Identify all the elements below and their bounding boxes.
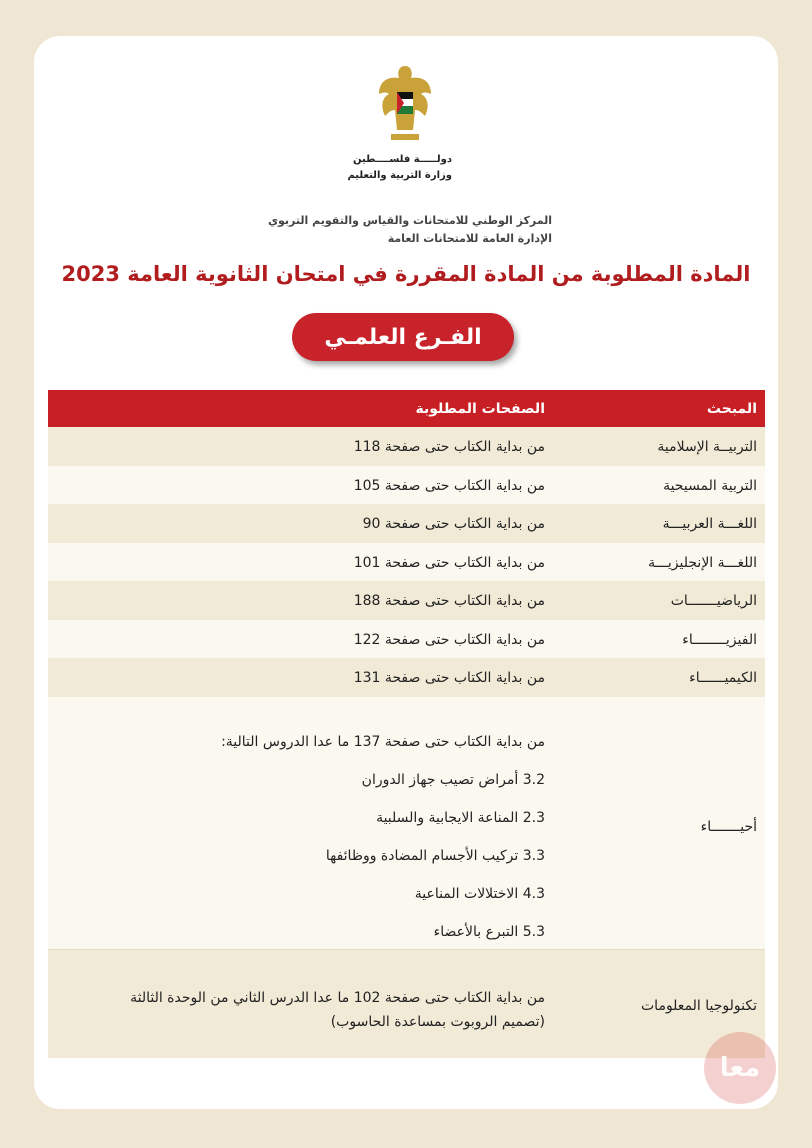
table-row: [48, 658, 765, 697]
branch-label: الفـرع العلمـي: [324, 324, 482, 350]
watermark-text: معا: [719, 1053, 761, 1083]
excluded-lesson: 3.3 تركيب الأجسام المضادة ووظائفها: [325, 847, 545, 864]
it-line-1: من بداية الكتاب حتى صفحة 102 ما عدا الدرس الثاني من الوحدة الثالثة: [130, 989, 545, 1006]
pages-cell: من بداية الكتاب حتى صفحة 122: [353, 631, 545, 648]
table-row-biology: [48, 697, 765, 949]
pages-cell: من بداية الكتاب حتى صفحة 101: [353, 554, 545, 571]
excluded-lesson: 2.3 المناعة الايجابية والسلبية: [376, 809, 545, 826]
palestine-eagle-emblem: [373, 58, 437, 150]
pages-cell: من بداية الكتاب حتى صفحة 105: [353, 477, 545, 494]
pages-cell: من بداية الكتاب حتى صفحة 131: [353, 670, 545, 686]
subject-cell: الرياضيـــــــات: [670, 593, 757, 609]
pages-column-header: الصفحات المطلوبة: [415, 401, 545, 417]
table-header: [48, 390, 765, 427]
excluded-lesson: 5.3 التبرع بالأعضاء: [433, 923, 545, 940]
biology-intro: من بداية الكتاب حتى صفحة 137 ما عدا الدروس التالية:: [221, 733, 545, 750]
table-row: [48, 543, 765, 582]
excluded-lesson: 4.3 الاختلالات المناعية: [414, 885, 545, 902]
table-row: [48, 620, 765, 659]
pages-cell: [60, 986, 545, 1034]
subject-cell: تكنولوجيا المعلومات: [641, 997, 757, 1014]
subject-cell: التربية المسيحية: [663, 477, 757, 494]
ministry-line: وزارة التربية والتعليم: [347, 170, 452, 181]
excluded-lesson: 3.2 أمراض تصيب جهاز الدوران: [361, 771, 545, 788]
pages-cell: من بداية الكتاب حتى صفحة 90: [362, 516, 545, 532]
subjects-table: [48, 390, 765, 1058]
center-line: المركز الوطني للامتحانات والقياس والتقويم التربوي: [267, 214, 552, 227]
pages-cell: من بداية الكتاب حتى صفحة 188: [353, 593, 545, 609]
subject-cell: اللغـــة الإنجليزيـــة: [648, 554, 757, 571]
main-title: المادة المطلوبة من المادة المقررة في امتحان الثانوية العامة 2023: [61, 262, 751, 286]
maan-watermark-logo: [704, 1032, 776, 1104]
pages-cell: [60, 723, 545, 951]
table-row-it: [48, 949, 765, 1058]
table-row: [48, 581, 765, 620]
subject-cell: التربيــة الإسلامية: [657, 439, 757, 455]
table-row: [48, 466, 765, 505]
ministry-logo-text: [312, 152, 452, 184]
it-line-2: (تصميم الروبوت بمساعدة الحاسوب): [330, 1013, 545, 1030]
table-row: [48, 427, 765, 466]
subject-cell: الكيميــــــاء: [689, 670, 757, 686]
branch-badge: [292, 313, 514, 361]
subject-cell: الفيزيــــــــاء: [682, 631, 757, 648]
table-row: [48, 504, 765, 543]
directorate-line: الإدارة العامة للامتحانات العامة: [387, 232, 552, 245]
organization-lines: [132, 212, 552, 248]
subject-cell: اللغـــة العربيـــة: [662, 516, 757, 532]
subject-cell: أحيـــــــاء: [700, 818, 757, 835]
subject-column-header: المبحث: [706, 401, 757, 417]
state-line: دولـــــة فلســــطين: [352, 154, 452, 165]
pages-cell: من بداية الكتاب حتى صفحة 118: [353, 439, 545, 455]
